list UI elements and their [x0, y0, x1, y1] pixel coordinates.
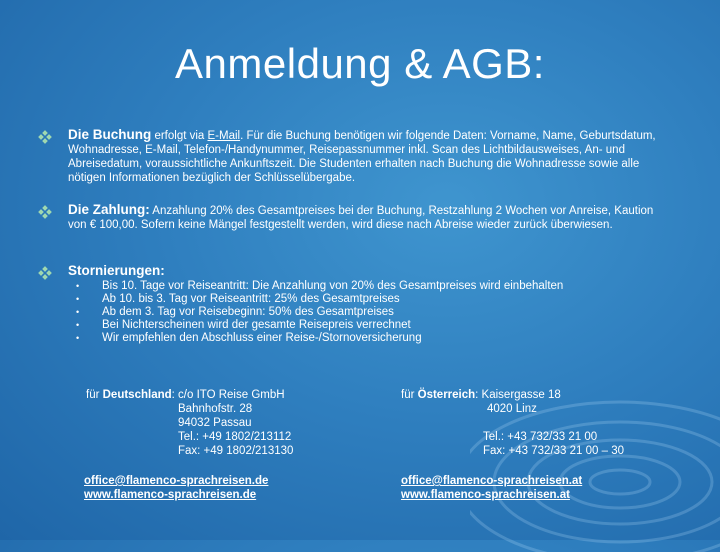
- list-item: • Bis 10. Tage vor Reiseantritt: Die Anzahlung von 20% des Gesamtpreises wird einbehalten: [76, 280, 564, 292]
- austria-email-link[interactable]: office@flamenco-sprachreisen.at: [401, 475, 583, 487]
- diamond-bullet-icon: [38, 205, 52, 219]
- diamond-bullet-icon: [38, 266, 52, 280]
- dot-icon: •: [76, 307, 80, 317]
- email-link[interactable]: E-Mail: [207, 130, 241, 142]
- booking-text-after-link: . Für die Buchung benötigen wir folgende Daten: Vorname, Name, Geburtsdatum, Wohnadresse, E-Mail, Telefon-/Handynummer, Reisepassnummer inkl. Scan des Lichtbildausweises, An- und Abreisedatum, voraussichtliche Ankunftszeit. Die Studenten erhalten nach Buchung die Wohnadresse sowie alle nötigen Informationen bezüglich der Schlüsselübergabe.: [68, 130, 656, 184]
- booking-text-before-link: erfolgt via: [151, 130, 208, 142]
- dot-icon: •: [76, 294, 80, 304]
- austria-address: für Österreich: Kaisergasse 18 4020 Linz Tel.: +43 732/33 21 00 Fax: +43 732/33 21 00 – 30: [401, 389, 624, 457]
- payment-text: [68, 203, 668, 232]
- payment-body: Anzahlung 20% des Gesamtpreises bei der Buchung, Restzahlung 2 Wochen vor Anreise, Kaution von € 100,00. Sofern keine Mängel festgestellt werden, wird diese nach Abreise wieder zurück überwiesen.: [68, 205, 654, 231]
- germany-contact-links: [84, 474, 268, 502]
- page-title: Anmeldung & AGB:: [175, 40, 545, 87]
- list-item: • Ab dem 3. Tag vor Reisebeginn: 50% des Gesamtpreises: [76, 306, 394, 318]
- diamond-bullet-icon: [38, 130, 52, 144]
- austria-web-link[interactable]: www.flamenco-sprachreisen.at: [401, 489, 570, 501]
- germany-address: für Deutschland: c/o ITO Reise GmbH Bahnhofstr. 28 94032 Passau Tel.: +49 1802/213112 Fax: +49 1802/213130: [86, 389, 294, 457]
- payment-heading: Die Zahlung:: [68, 202, 150, 217]
- germany-web-link[interactable]: www.flamenco-sprachreisen.de: [84, 489, 257, 501]
- austria-label: Österreich: [417, 389, 476, 401]
- booking-heading: Die Buchung: [68, 127, 152, 142]
- dot-icon: •: [76, 333, 80, 343]
- cancellation-heading-wrap: [68, 264, 668, 279]
- germany-email-link[interactable]: office@flamenco-sprachreisen.de: [84, 475, 269, 487]
- dot-icon: •: [76, 281, 80, 291]
- list-item: • Bei Nichterscheinen wird der gesamte Reisepreis verrechnet: [76, 319, 411, 331]
- austria-contact-links: [401, 474, 582, 502]
- dot-icon: •: [76, 320, 80, 330]
- cancellation-list: [76, 280, 563, 345]
- germany-label: Deutschland: [102, 389, 172, 401]
- list-item: • Ab 10. bis 3. Tag vor Reiseantritt: 25% des Gesamtpreises: [76, 293, 400, 305]
- list-item: • Wir empfehlen den Abschluss einer Reise-/Stornoversicherung: [76, 332, 422, 344]
- cancellation-heading: Stornierungen:: [68, 263, 165, 278]
- booking-text: [68, 128, 668, 185]
